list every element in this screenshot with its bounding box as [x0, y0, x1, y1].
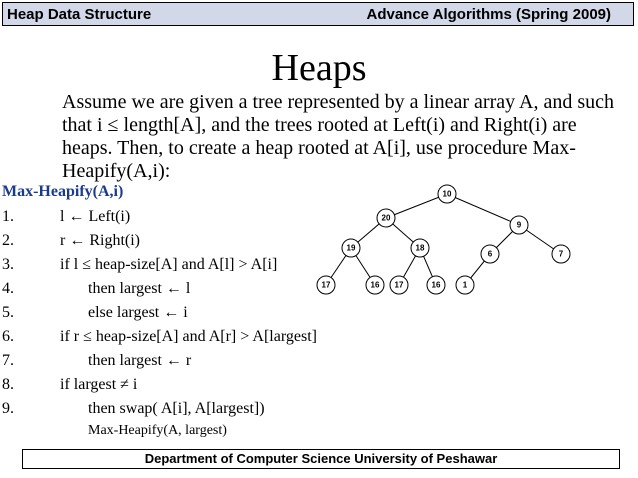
- line-code: then largest ← l: [88, 280, 191, 297]
- tree-node: [481, 245, 499, 263]
- node-label: 16: [370, 280, 380, 290]
- page-title: Heaps: [271, 47, 367, 89]
- tree-node: [438, 185, 456, 203]
- line-code: r ← Right(i): [60, 232, 140, 249]
- line-number: 1.: [2, 208, 14, 225]
- tree-node: [456, 276, 474, 294]
- header-bar: [2, 2, 634, 26]
- tree-node: [317, 276, 335, 294]
- node-label: 16: [431, 280, 441, 290]
- line-code: if r ≤ heap-size[A] and A[r] > A[largest]: [60, 328, 317, 345]
- node-label: 6: [487, 249, 493, 259]
- tree-node: [377, 209, 395, 227]
- tree-node: [366, 276, 384, 294]
- line-number: 5.: [2, 304, 14, 321]
- node-label: 17: [321, 280, 331, 290]
- tree-node: [552, 245, 570, 263]
- line-code: then largest ← r: [88, 352, 192, 369]
- line-number: 4.: [2, 280, 14, 297]
- tree-node: [411, 239, 429, 257]
- node-label: 9: [516, 220, 522, 230]
- heap-tree-diagram: [300, 178, 600, 308]
- line-code: then swap( A[i], A[largest]): [88, 400, 265, 417]
- tree-node: [427, 276, 445, 294]
- recursive-call: Max-Heapify(A, largest): [88, 423, 227, 438]
- line-number: 8.: [2, 376, 14, 393]
- tree-node: [342, 239, 360, 257]
- line-number: 9.: [2, 400, 14, 417]
- header-subject: Advance Algorithms (Spring 2009): [366, 6, 611, 23]
- line-number: 3.: [2, 256, 14, 273]
- line-number: 6.: [2, 328, 14, 345]
- line-code: l ← Left(i): [60, 208, 131, 225]
- node-label: 7: [558, 249, 564, 259]
- line-code: if largest ≠ i: [60, 376, 138, 393]
- tree-node: [510, 216, 528, 234]
- line-number: 7.: [2, 352, 14, 369]
- footer-bar: Department of Computer Science University of Peshawar: [22, 449, 620, 469]
- line-code: if l ≤ heap-size[A] and A[l] > A[i]: [60, 256, 278, 273]
- node-label: 18: [415, 243, 425, 253]
- node-label: 20: [381, 213, 391, 223]
- tree-edge: [386, 194, 447, 218]
- line-number: 2.: [2, 232, 14, 249]
- node-label: 17: [394, 280, 404, 290]
- header-course: Heap Data Structure: [7, 6, 152, 23]
- line-code: else largest ← i: [88, 304, 188, 321]
- tree-edges: [326, 194, 561, 285]
- tree-node: [390, 276, 408, 294]
- algorithm-title: Max-Heapify(A,i): [2, 183, 124, 200]
- node-label: 1: [462, 280, 468, 290]
- tree-edge: [447, 194, 519, 225]
- intro-paragraph: Assume we are given a tree represented by a linear array A, and such that i ≤ length[A], and the trees rooted at Left(i) and Right(i) are heaps. Then, to create a heap rooted at A[i], use procedure Max-Heapify(A,i):: [62, 91, 614, 182]
- node-label: 19: [346, 243, 356, 253]
- node-label: 10: [442, 189, 452, 199]
